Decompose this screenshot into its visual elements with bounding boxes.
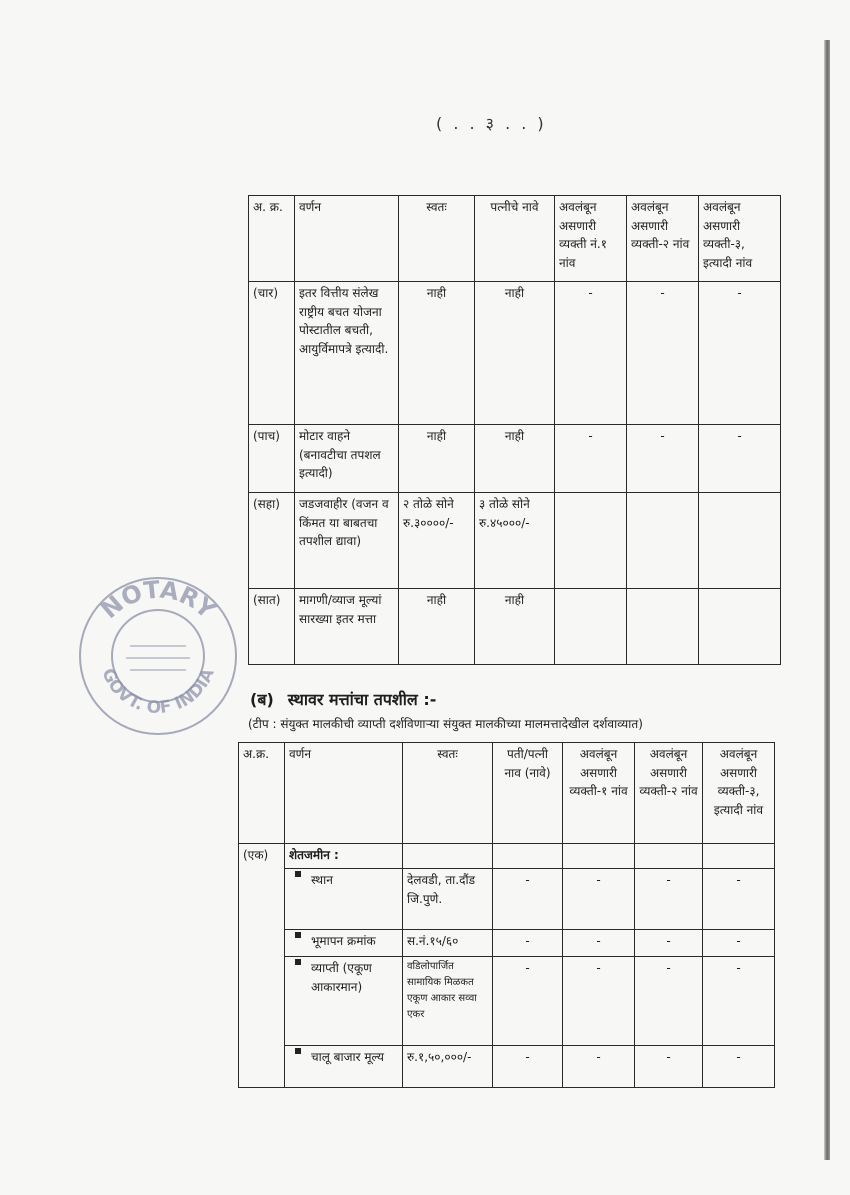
- cell-dependent-3: [699, 589, 781, 665]
- table-row: [249, 589, 781, 665]
- cell-self: स.नं.१५/६०: [403, 930, 493, 957]
- cell-dependent-1: -: [563, 957, 635, 1046]
- cell-sr: (पाच): [249, 425, 295, 493]
- cell-description: भूमापन क्रमांक: [285, 930, 403, 957]
- bullet-icon: [295, 1048, 301, 1054]
- cell-spouse: -: [493, 1046, 563, 1088]
- cell-dependent-1: [555, 493, 627, 589]
- cell-spouse: नाही: [475, 425, 555, 493]
- cell-sr: (चार): [249, 282, 295, 425]
- cell-description: चालू बाजार मूल्य: [285, 1046, 403, 1088]
- cell-dependent-2: -: [627, 282, 699, 425]
- movable-assets-table: [248, 195, 781, 665]
- cell-description: व्याप्ती (एकूण आकारमान): [285, 957, 403, 1046]
- header-description: वर्णन: [295, 196, 399, 282]
- cell-self: देलवडी, ता.दौंड जि.पुणे.: [403, 869, 493, 930]
- stamp-ring-text-bottom: GOVT. OF INDIA: [97, 665, 219, 719]
- cell-dependent-2: [627, 493, 699, 589]
- section-b-note: (टीप : संयुक्त मालकीची व्याप्ती दर्शविणाऱ्या संयुक्त मालकीच्या मालमत्तादेखील दर्शवाव्यात): [248, 717, 643, 731]
- header-spouse: पत्नीचे नावे: [475, 196, 555, 282]
- header-dependent-3: अवलंबून असणारी व्यक्ती-३, इत्यादी नांव: [703, 743, 775, 844]
- svg-text:GOVT. OF INDIA: [97, 665, 219, 718]
- cell-dependent-3: [699, 493, 781, 589]
- cell-description: इतर वित्तीय संलेख राष्ट्रीय बचत योजना पोस्टातील बचती, आयुर्विमापत्रे इत्यादी.: [295, 282, 399, 425]
- cell-description: स्थान: [285, 869, 403, 930]
- header-dependent-1: अवलंबून असणारी व्यक्ती-१ नांव: [563, 743, 635, 844]
- cell-dependent-1: -: [563, 1046, 635, 1088]
- cell-dependent-2: -: [635, 957, 703, 1046]
- cell-self: नाही: [399, 425, 475, 493]
- cell-dependent-3: -: [699, 425, 781, 493]
- bullet-icon: [295, 871, 301, 877]
- cell-dependent-1: [555, 589, 627, 665]
- header-sr: अ. क्र.: [249, 196, 295, 282]
- header-self: स्वतः: [403, 743, 493, 844]
- cell-dependent-2: -: [627, 425, 699, 493]
- header-spouse: पती/पत्नी नाव (नावे): [493, 743, 563, 844]
- table-row: [239, 930, 775, 957]
- cell-dependent-2: -: [635, 930, 703, 957]
- section-b-title: स्थावर मत्तांचा तपशील :-: [287, 690, 437, 709]
- page-number: ( . . ३ . . ): [436, 114, 547, 133]
- cell-sr: (एक): [239, 844, 285, 1088]
- stamp-ring-text: NOTARY: [95, 575, 221, 625]
- cell-self: नाही: [399, 282, 475, 425]
- section-b-label: (ब): [250, 690, 274, 709]
- cell-self: रु.१,५०,०००/-: [403, 1046, 493, 1088]
- cell-dependent-1: -: [555, 425, 627, 493]
- table-header-row: [239, 743, 775, 844]
- cell-description: जडजवाहीर (वजन व किंमत या बाबतचा तपशील द्यावा): [295, 493, 399, 589]
- notary-stamp: [76, 574, 240, 738]
- cell-dependent-3: -: [703, 1046, 775, 1088]
- cell-spouse: -: [493, 930, 563, 957]
- header-dependent-3: अवलंबून असणारी व्यक्ती-३, इत्यादी नांव: [699, 196, 781, 282]
- bullet-icon: [295, 959, 301, 965]
- cell-description: मागणी/व्याज मूल्यां सारख्या इतर मत्ता: [295, 589, 399, 665]
- table-row: [249, 282, 781, 425]
- header-dependent-1: अवलंबून असणारी व्यक्ती नं.१ नांव: [555, 196, 627, 282]
- table-header-row: [249, 196, 781, 282]
- svg-text:NOTARY: [96, 575, 222, 624]
- cell-dependent-1: -: [563, 930, 635, 957]
- cell-dependent-3: -: [703, 930, 775, 957]
- bullet-icon: [295, 932, 301, 938]
- table-row: [249, 425, 781, 493]
- immovable-assets-table: [238, 742, 775, 1088]
- header-dependent-2: अवलंबून असणारी व्यक्ती-२ नांव: [635, 743, 703, 844]
- cell-sr: (सहा): [249, 493, 295, 589]
- table-group-row: [239, 844, 775, 869]
- cell-spouse: नाही: [475, 589, 555, 665]
- cell-dependent-2: [627, 589, 699, 665]
- cell-spouse: नाही: [475, 282, 555, 425]
- cell-dependent-2: -: [635, 1046, 703, 1088]
- table-row: [239, 1046, 775, 1088]
- cell-self: वडिलोपार्जित सामायिक मिळकत एकूण आकार सव्वा एकर: [403, 957, 493, 1046]
- cell-spouse: -: [493, 869, 563, 930]
- table-row: [239, 869, 775, 930]
- cell-dependent-3: -: [703, 957, 775, 1046]
- header-dependent-2: अवलंबून असणारी व्यक्ती-२ नांव: [627, 196, 699, 282]
- table-row: [239, 957, 775, 1046]
- table-row: [249, 493, 781, 589]
- cell-spouse: -: [493, 957, 563, 1046]
- cell-dependent-3: -: [703, 869, 775, 930]
- scan-edge-shadow: [824, 40, 830, 1160]
- header-sr: अ.क्र.: [239, 743, 285, 844]
- section-b-heading: [250, 688, 436, 710]
- cell-dependent-3: -: [699, 282, 781, 425]
- cell-spouse: ३ तोळे सोने रु.४५०००/-: [475, 493, 555, 589]
- cell-dependent-1: -: [563, 869, 635, 930]
- cell-dependent-2: -: [635, 869, 703, 930]
- cell-description: मोटार वाहने (बनावटीचा तपशल इत्यादी): [295, 425, 399, 493]
- header-description: वर्णन: [285, 743, 403, 844]
- cell-self: २ तोळे सोने रु.३००००/-: [399, 493, 475, 589]
- cell-dependent-1: -: [555, 282, 627, 425]
- group-title-agricultural-land: शेतजमीन :: [285, 844, 403, 869]
- header-self: स्वतः: [399, 196, 475, 282]
- cell-sr: (सात): [249, 589, 295, 665]
- cell-self: नाही: [399, 589, 475, 665]
